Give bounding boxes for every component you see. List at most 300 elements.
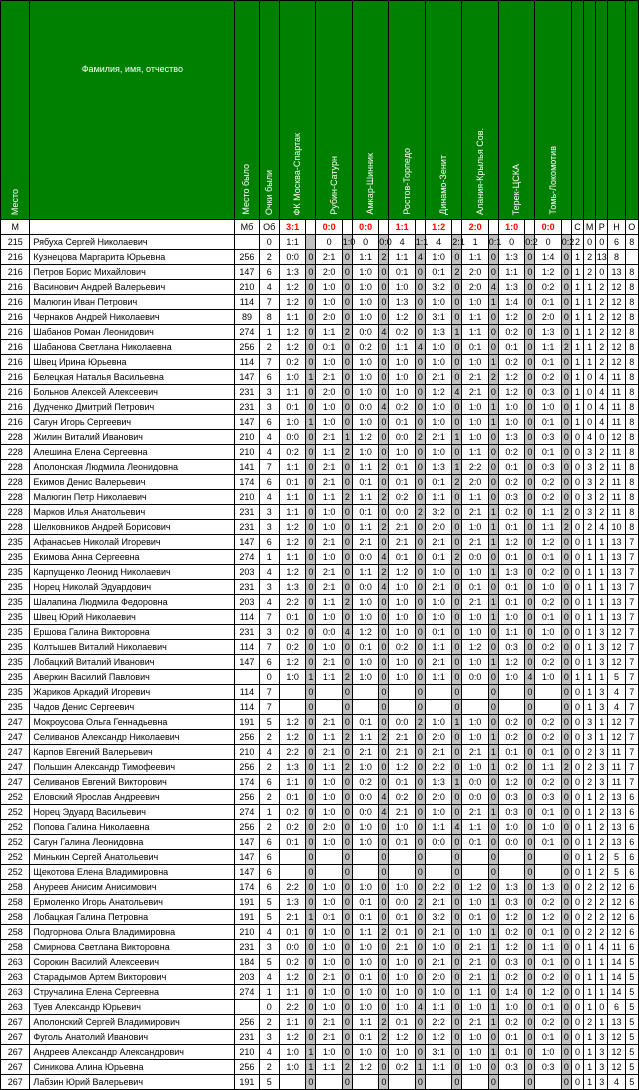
- cell-points: 0: [379, 910, 389, 925]
- cell-o: 7: [625, 565, 638, 580]
- cell-s: 1: [571, 355, 583, 370]
- cell-points: 0: [342, 865, 352, 880]
- cell-points: 0: [342, 970, 352, 985]
- sub-gap: [379, 220, 389, 235]
- cell-m: 1: [584, 820, 596, 835]
- cell-prediction: 1:1: [316, 445, 342, 460]
- cell-s: 1: [571, 415, 583, 430]
- cell-points: 0: [452, 340, 462, 355]
- cell-n: 12: [608, 1060, 625, 1075]
- cell-n: 11: [608, 415, 625, 430]
- cell-prediction: 0:1: [279, 400, 305, 415]
- cell-prediction: 0:3: [535, 790, 561, 805]
- cell-points: 0: [415, 550, 425, 565]
- cell-points: 0: [379, 1000, 389, 1015]
- cell-prediction: 1:1: [535, 520, 561, 535]
- cell-points: 0: [415, 595, 425, 610]
- cell-place: 216: [1, 280, 30, 295]
- cell-prediction: 1:0: [352, 820, 378, 835]
- cell-points: 0: [415, 325, 425, 340]
- cell-points: 0: [415, 355, 425, 370]
- cell-prediction: 0:2: [498, 1015, 524, 1030]
- cell-prediction: 2:1: [352, 535, 378, 550]
- cell-points: 2: [452, 475, 462, 490]
- cell-mb: 274: [235, 550, 259, 565]
- cell-prediction: 2:1: [462, 505, 488, 520]
- cell-points: 0: [452, 655, 462, 670]
- cell-n: 12: [608, 910, 625, 925]
- cell-o: 5: [625, 1045, 638, 1060]
- sub-result-8: 0:0: [535, 220, 561, 235]
- cell-prediction: 0:3: [498, 895, 524, 910]
- cell-points: 0: [525, 1015, 535, 1030]
- cell-s: 0: [571, 775, 583, 790]
- cell-prediction: [498, 850, 524, 865]
- cell-prediction: 1:0: [352, 955, 378, 970]
- cell-r: 2: [596, 835, 608, 850]
- cell-prediction: 1:1: [279, 1015, 305, 1030]
- cell-n: 11: [608, 775, 625, 790]
- cell-points: 0: [561, 250, 571, 265]
- cell-s: 0: [571, 790, 583, 805]
- cell-points: 0: [342, 565, 352, 580]
- cell-points: 1: [488, 1000, 498, 1015]
- cell-prediction: 0:1: [462, 910, 488, 925]
- cell-mb: 256: [235, 760, 259, 775]
- cell-mb: 231: [235, 580, 259, 595]
- cell-prediction: 1:2: [535, 535, 561, 550]
- cell-m: 1: [584, 685, 596, 700]
- cell-o: 8: [625, 370, 638, 385]
- cell-points: 4: [415, 250, 425, 265]
- cell-points: 0: [525, 775, 535, 790]
- cell-prediction: 0:1: [498, 580, 524, 595]
- cell-s: 1: [571, 340, 583, 355]
- cell-r: 3: [596, 1030, 608, 1045]
- cell-points: 0: [415, 925, 425, 940]
- cell-o: 7: [625, 700, 638, 715]
- cell-prediction: 1:3: [498, 430, 524, 445]
- cell-prediction: 1:0: [389, 610, 415, 625]
- cell-n: 12: [608, 655, 625, 670]
- cell-prediction: 1:0: [352, 835, 378, 850]
- cell-points: 0: [561, 265, 571, 280]
- cell-points: 0: [488, 430, 498, 445]
- cell-prediction: 0:0: [352, 550, 378, 565]
- cell-n: 13: [608, 265, 625, 280]
- cell-prediction: [498, 865, 524, 880]
- cell-mb: 114: [235, 610, 259, 625]
- cell-prediction: 0:2: [498, 505, 524, 520]
- cell-prediction: 2:1: [462, 1015, 488, 1030]
- cell-place: 216: [1, 385, 30, 400]
- cell-m: 1: [584, 790, 596, 805]
- cell-prediction: 1:0: [352, 370, 378, 385]
- cell-prediction: 1:0: [425, 805, 451, 820]
- cell-r: 4: [596, 385, 608, 400]
- cell-prediction: 2:1: [425, 655, 451, 670]
- cell-points: 0: [525, 1045, 535, 1060]
- cell-points: 0: [488, 340, 498, 355]
- header-match-7: Терек-ЦСКА: [498, 1, 535, 220]
- cell-points: 0: [415, 1015, 425, 1030]
- table-row: [1, 325, 639, 340]
- cell-points: 0: [525, 580, 535, 595]
- cell-mb: 114: [235, 355, 259, 370]
- cell-prediction: 0:2: [498, 475, 524, 490]
- cell-prediction: 1:0: [352, 1000, 378, 1015]
- cell-prediction: 2:1: [316, 745, 342, 760]
- cell-points: 0: [415, 775, 425, 790]
- cell-fio: Селиванов Александр Николаевич: [30, 730, 235, 745]
- cell-s: 0: [571, 940, 583, 955]
- cell-points: 0: [452, 445, 462, 460]
- cell-points: 0: [415, 445, 425, 460]
- table-row: [1, 850, 639, 865]
- cell-mb: 231: [235, 940, 259, 955]
- cell-prediction: 0: [352, 235, 378, 250]
- cell-prediction: 2:2: [279, 1000, 305, 1015]
- cell-points: 0: [306, 925, 316, 940]
- cell-points: 0: [306, 505, 316, 520]
- cell-prediction: 1:0: [389, 1045, 415, 1060]
- cell-o: 7: [625, 775, 638, 790]
- cell-prediction: [462, 700, 488, 715]
- cell-n: 13: [608, 790, 625, 805]
- cell-place: 235: [1, 700, 30, 715]
- cell-s: 0: [571, 985, 583, 1000]
- cell-prediction: 1:0: [462, 1060, 488, 1075]
- cell-o: 5: [625, 1030, 638, 1045]
- cell-r: 3: [596, 760, 608, 775]
- cell-points: 0: [525, 490, 535, 505]
- cell-points: 0: [525, 1075, 535, 1090]
- cell-prediction: 0:1: [352, 910, 378, 925]
- cell-prediction: 2:1: [462, 955, 488, 970]
- cell-points: 0: [561, 985, 571, 1000]
- cell-prediction: 0:3: [498, 490, 524, 505]
- cell-points: 0: [379, 715, 389, 730]
- cell-prediction: [535, 700, 561, 715]
- cell-prediction: 1:0: [498, 400, 524, 415]
- cell-points: 0: [561, 355, 571, 370]
- cell-prediction: 0:1: [535, 955, 561, 970]
- cell-m: 0: [584, 415, 596, 430]
- cell-fio: Шабанова Светлана Николаевна: [30, 340, 235, 355]
- cell-ob: 7: [259, 700, 279, 715]
- table-row: [1, 985, 639, 1000]
- cell-n: 13: [608, 535, 625, 550]
- cell-prediction: 2:0: [462, 265, 488, 280]
- cell-prediction: [316, 1075, 342, 1090]
- cell-prediction: [279, 1075, 305, 1090]
- cell-prediction: 1:3: [389, 295, 415, 310]
- cell-prediction: 0:2: [535, 715, 561, 730]
- cell-prediction: 1:0: [389, 820, 415, 835]
- cell-prediction: 1:1: [462, 490, 488, 505]
- cell-prediction: 2:0: [425, 520, 451, 535]
- cell-points: 0: [306, 490, 316, 505]
- cell-r: 1: [596, 955, 608, 970]
- cell-prediction: 2:1: [425, 895, 451, 910]
- cell-prediction: 0:0: [498, 835, 524, 850]
- cell-n: 11: [608, 370, 625, 385]
- cell-mb: 191: [235, 910, 259, 925]
- cell-points: 0: [342, 850, 352, 865]
- table-row: [1, 955, 639, 970]
- table-row: [1, 760, 639, 775]
- cell-points: 0: [561, 1060, 571, 1075]
- cell-ob: 5: [259, 910, 279, 925]
- cell-points: 0: [306, 790, 316, 805]
- cell-place: 216: [1, 340, 30, 355]
- cell-points: 0: [452, 940, 462, 955]
- cell-prediction: 0:1: [316, 910, 342, 925]
- cell-prediction: 0:3: [498, 955, 524, 970]
- cell-prediction: 1:0: [425, 250, 451, 265]
- cell-prediction: 0:1: [535, 745, 561, 760]
- cell-o: 5: [625, 955, 638, 970]
- cell-prediction: 1:2: [462, 640, 488, 655]
- cell-place: 258: [1, 895, 30, 910]
- cell-points: 0: [452, 955, 462, 970]
- cell-mb: 114: [235, 295, 259, 310]
- cell-points: 0: [525, 700, 535, 715]
- cell-points: 0: [306, 865, 316, 880]
- header-place: Место: [1, 1, 30, 220]
- cell-prediction: 1:0: [316, 1045, 342, 1060]
- cell-prediction: 0:0: [352, 805, 378, 820]
- cell-prediction: [462, 850, 488, 865]
- cell-points: 0: [488, 640, 498, 655]
- cell-mb: 231: [235, 400, 259, 415]
- cell-m: 1: [584, 1075, 596, 1090]
- cell-o: 6: [625, 895, 638, 910]
- cell-s: 0: [571, 445, 583, 460]
- cell-points: 0: [452, 1000, 462, 1015]
- cell-points: 0: [306, 685, 316, 700]
- header-match-3: Амкар-Шинник: [352, 1, 389, 220]
- subheader-row: [1, 220, 639, 235]
- cell-s: 2: [571, 235, 583, 250]
- cell-points: 0: [415, 565, 425, 580]
- cell-points: 0: [415, 835, 425, 850]
- cell-points: 0: [561, 820, 571, 835]
- cell-fio: Чернаков Андрей Николаевич: [30, 310, 235, 325]
- cell-o: 6: [625, 925, 638, 940]
- cell-points: 0: [379, 820, 389, 835]
- sub-result-7: 1:0: [498, 220, 524, 235]
- cell-ob: 4: [259, 490, 279, 505]
- cell-prediction: 0:1: [316, 340, 342, 355]
- cell-points: 0: [525, 415, 535, 430]
- cell-prediction: 2:1: [316, 370, 342, 385]
- cell-m: 2: [584, 250, 596, 265]
- cell-o: 5: [625, 1015, 638, 1030]
- cell-ob: 1: [259, 550, 279, 565]
- cell-points: 0: [415, 955, 425, 970]
- cell-prediction: 2:1: [389, 730, 415, 745]
- cell-fio: Сагун Игорь Сергеевич: [30, 415, 235, 430]
- cell-points: 0: [379, 955, 389, 970]
- cell-s: 0: [571, 505, 583, 520]
- cell-points: 1: [488, 595, 498, 610]
- cell-points: 0: [561, 685, 571, 700]
- cell-r: 2: [596, 310, 608, 325]
- cell-ob: 6: [259, 835, 279, 850]
- cell-points: 0: [561, 280, 571, 295]
- cell-prediction: 0:1: [498, 520, 524, 535]
- cell-prediction: 1:0: [316, 925, 342, 940]
- sub-ob: Об: [259, 220, 279, 235]
- cell-place: 235: [1, 595, 30, 610]
- cell-o: 8: [625, 520, 638, 535]
- cell-s: 0: [571, 595, 583, 610]
- cell-points: 0: [525, 430, 535, 445]
- cell-fio: Стручалина Елена Сергеевна: [30, 985, 235, 1000]
- cell-s: 0: [571, 610, 583, 625]
- cell-o: 6: [625, 790, 638, 805]
- cell-prediction: 2:1: [316, 1030, 342, 1045]
- cell-points: 0: [525, 850, 535, 865]
- cell-place: 235: [1, 610, 30, 625]
- cell-points: 0: [525, 925, 535, 940]
- cell-m: 3: [584, 490, 596, 505]
- cell-points: 0: [525, 895, 535, 910]
- cell-n: 12: [608, 715, 625, 730]
- cell-n: 13: [608, 1015, 625, 1030]
- cell-points: 1: [306, 1060, 316, 1075]
- cell-prediction: 0:1: [425, 625, 451, 640]
- cell-prediction: 1:1: [535, 505, 561, 520]
- cell-mb: 114: [235, 685, 259, 700]
- cell-s: 1: [571, 280, 583, 295]
- cell-points: 0: [342, 880, 352, 895]
- cell-place: 228: [1, 460, 30, 475]
- cell-prediction: 2:1: [462, 970, 488, 985]
- cell-points: 0: [379, 640, 389, 655]
- cell-points: 0: [306, 655, 316, 670]
- cell-m: 2: [584, 925, 596, 940]
- cell-points: 0: [379, 370, 389, 385]
- cell-prediction: 1:0: [389, 955, 415, 970]
- cell-m: 1: [584, 970, 596, 985]
- cell-points: 4: [525, 670, 535, 685]
- cell-prediction: 0:2: [535, 730, 561, 745]
- cell-points: 0: [452, 895, 462, 910]
- cell-s: 0: [571, 1045, 583, 1060]
- cell-ob: 4: [259, 745, 279, 760]
- cell-prediction: 0:1: [352, 640, 378, 655]
- cell-mb: 141: [235, 460, 259, 475]
- cell-prediction: 1:0: [352, 655, 378, 670]
- cell-points: 0: [452, 640, 462, 655]
- cell-points: 0: [306, 745, 316, 760]
- cell-points: 2: [342, 490, 352, 505]
- cell-n: 12: [608, 1030, 625, 1045]
- cell-prediction: 3:2: [425, 280, 451, 295]
- cell-r: 3: [596, 640, 608, 655]
- cell-points: 0: [306, 880, 316, 895]
- cell-o: 7: [625, 580, 638, 595]
- cell-o: 7: [625, 730, 638, 745]
- cell-points: 0: [452, 925, 462, 940]
- cell-prediction: 0: [316, 235, 342, 250]
- cell-prediction: 2:1: [316, 535, 342, 550]
- cell-prediction: 1:0: [535, 400, 561, 415]
- cell-points: 0:2: [561, 235, 571, 250]
- cell-prediction: 0:1: [498, 550, 524, 565]
- cell-points: 0: [525, 955, 535, 970]
- cell-fio: Ермоленко Игорь Анатольевич: [30, 895, 235, 910]
- header-tail-2: [584, 1, 596, 220]
- cell-points: 0: [415, 850, 425, 865]
- table-row: [1, 595, 639, 610]
- cell-prediction: 2:1: [425, 925, 451, 940]
- cell-place: 228: [1, 445, 30, 460]
- cell-prediction: 1:1: [425, 820, 451, 835]
- cell-prediction: 4: [425, 235, 451, 250]
- cell-o: 7: [625, 760, 638, 775]
- cell-o: 8: [625, 235, 638, 250]
- cell-prediction: 1:0: [462, 415, 488, 430]
- cell-points: 0: [525, 715, 535, 730]
- cell-points: 2: [561, 505, 571, 520]
- table-row: [1, 355, 639, 370]
- cell-place: 216: [1, 265, 30, 280]
- cell-r: 3: [596, 745, 608, 760]
- cell-points: 0: [306, 460, 316, 475]
- cell-fio: Дудченко Дмитрий Петрович: [30, 400, 235, 415]
- cell-fio: Лабзин Юрий Валерьевич: [30, 1075, 235, 1090]
- cell-points: 0: [306, 1015, 316, 1030]
- cell-points: 0: [561, 295, 571, 310]
- cell-n: 12: [608, 925, 625, 940]
- cell-fio: Шалапина Людмила Федоровна: [30, 595, 235, 610]
- cell-s: 0: [571, 760, 583, 775]
- cell-points: 0: [488, 880, 498, 895]
- cell-points: 0: [379, 970, 389, 985]
- cell-points: 0: [342, 775, 352, 790]
- cell-prediction: 0:1: [462, 340, 488, 355]
- cell-prediction: 2:1: [316, 460, 342, 475]
- cell-ob: 5: [259, 715, 279, 730]
- cell-points: 2: [342, 595, 352, 610]
- cell-points: 0: [561, 415, 571, 430]
- cell-prediction: [425, 685, 451, 700]
- cell-points: 0: [488, 790, 498, 805]
- cell-points: 0: [342, 685, 352, 700]
- cell-points: 0: [452, 805, 462, 820]
- cell-o: 8: [625, 400, 638, 415]
- cell-prediction: 1:0: [425, 565, 451, 580]
- cell-points: 2: [342, 325, 352, 340]
- cell-points: 0: [452, 745, 462, 760]
- cell-s: 0: [571, 640, 583, 655]
- cell-place: 228: [1, 505, 30, 520]
- cell-prediction: 1:2: [279, 340, 305, 355]
- table-row: [1, 535, 639, 550]
- cell-mb: 256: [235, 790, 259, 805]
- cell-prediction: 0:3: [498, 640, 524, 655]
- cell-prediction: 1:2: [498, 370, 524, 385]
- cell-points: 1: [488, 535, 498, 550]
- cell-prediction: 0:3: [535, 1060, 561, 1075]
- cell-m: 1: [584, 625, 596, 640]
- cell-r: 3: [596, 655, 608, 670]
- cell-prediction: 1:3: [279, 265, 305, 280]
- cell-o: 8: [625, 490, 638, 505]
